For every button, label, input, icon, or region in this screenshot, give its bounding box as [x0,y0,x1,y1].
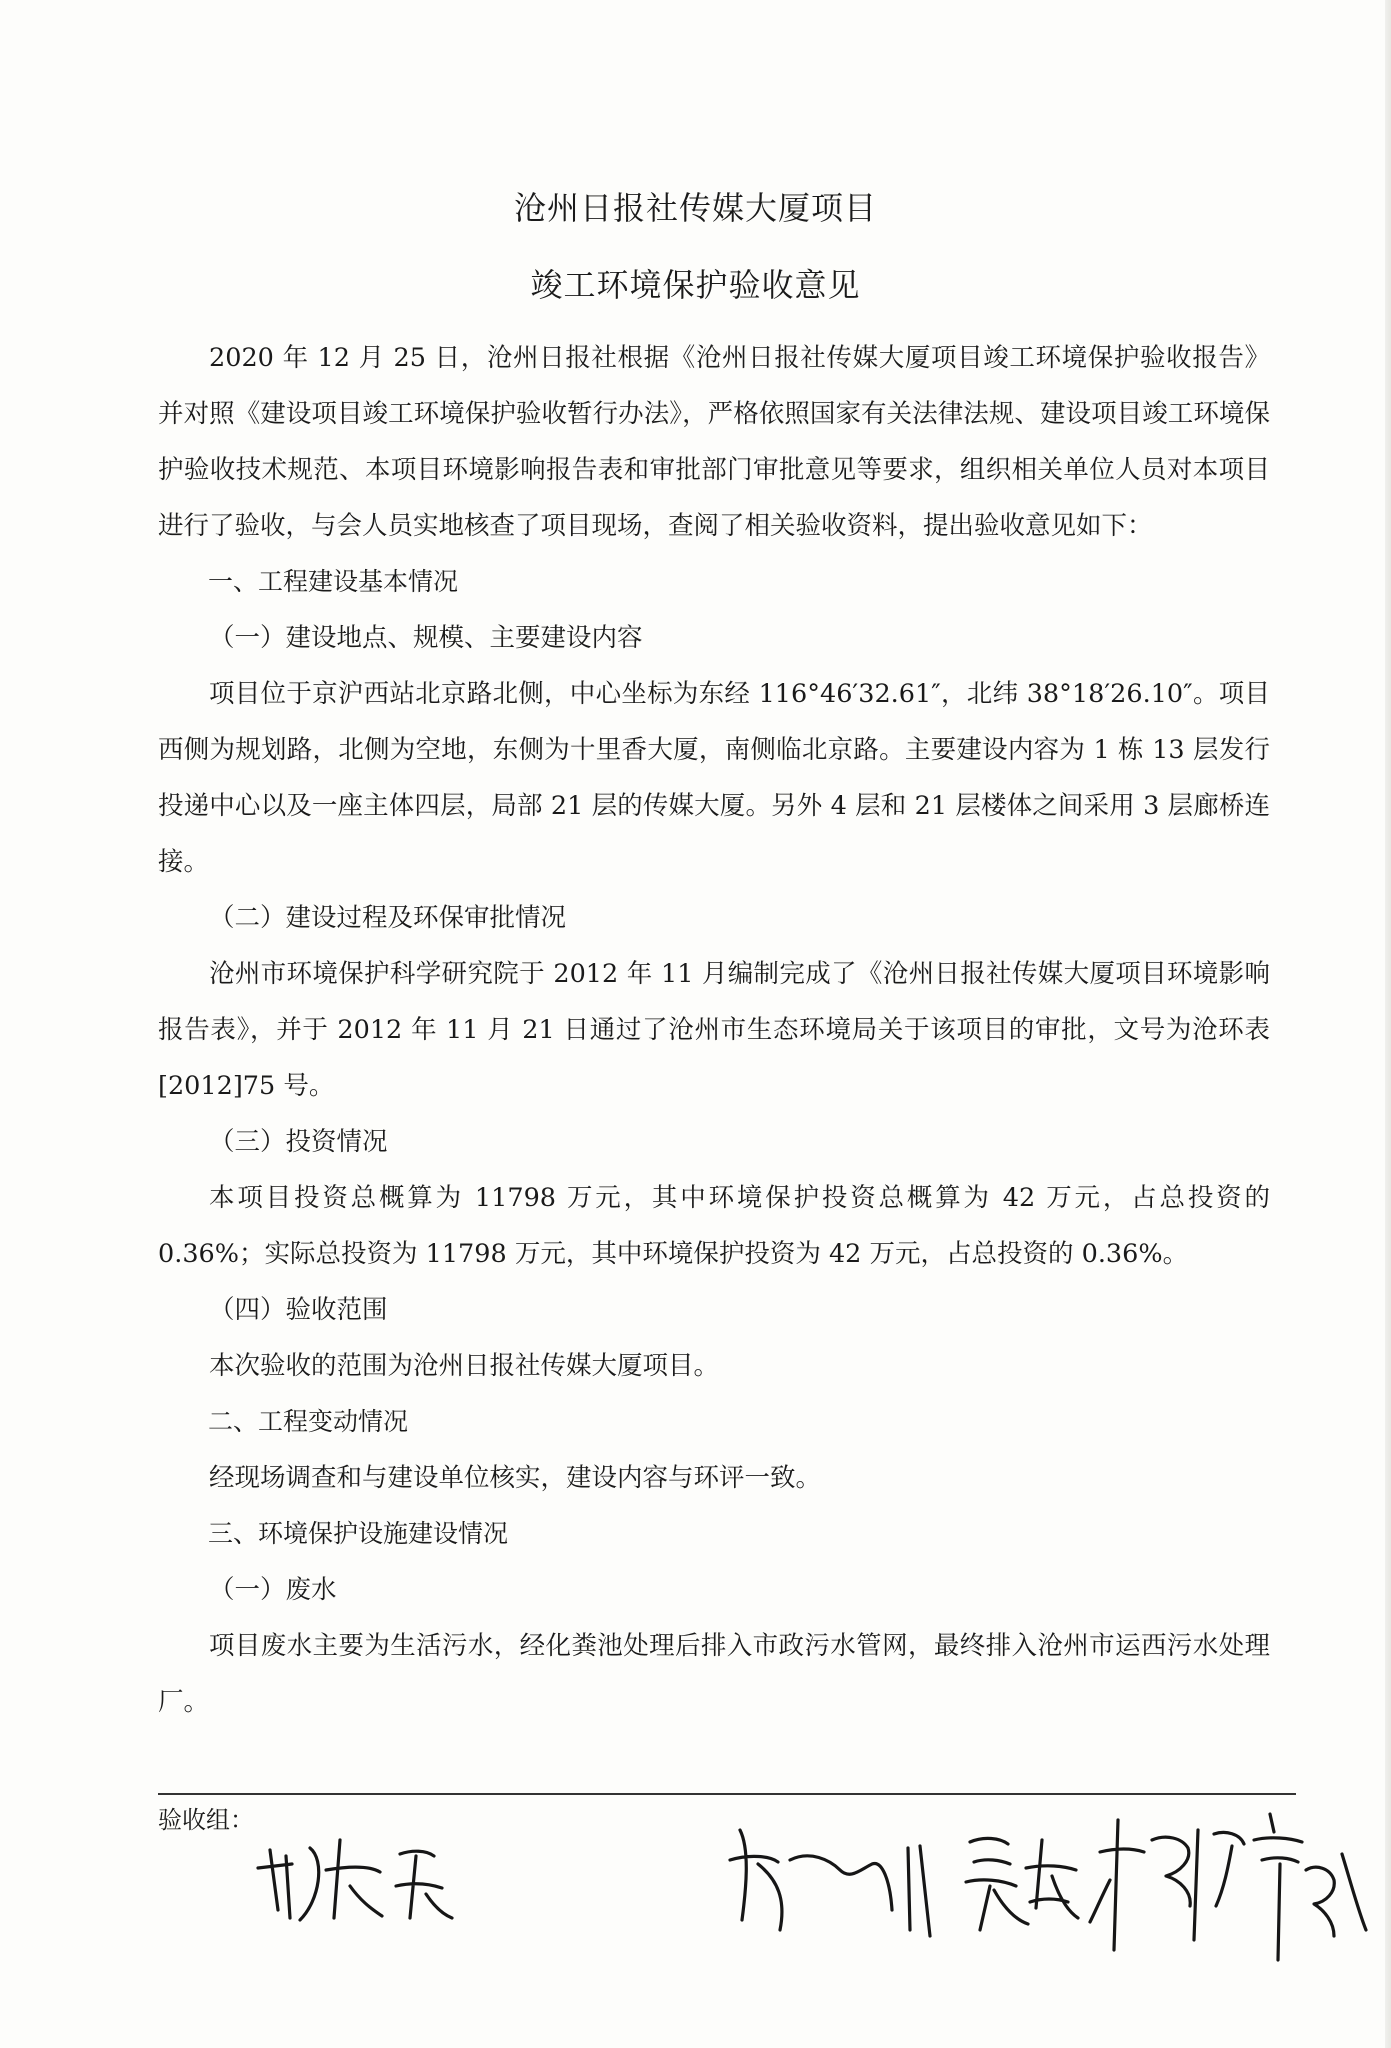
section1-sub1-heading: （一）建设地点、规模、主要建设内容 [209,623,643,653]
document-title-line2: 竣工环境保护验收意见 [530,266,861,304]
section1-sub3-heading: （三）投资情况 [209,1127,388,1157]
signature-3 [966,1838,1078,1930]
handwritten-signatures [230,1790,1370,1970]
section1-sub3-paragraph: 本项目投资总概算为 11798 万元，其中环境保护投资总概算为 42 万元，占总投资的 0.36%；实际总投资为 11798 万元，其中环境保护投资为 42 万元，占总投资的 0.36%。 [158,1183,1270,1269]
signature-label: 验收组： [158,1806,254,1834]
document-body [158,330,1270,1730]
signature-strokes [230,1790,1370,1970]
signature-2 [730,1830,930,1936]
section1-heading: 一、工程建设基本情况 [208,567,459,596]
signature-4 [1090,1820,1244,1950]
intro-paragraph: 2020 年 12 月 25 日，沧州日报社根据《沧州日报社传媒大厦项目竣工环境保护验收报告》并对照《建设项目竣工环境保护验收暂行办法》，严格依照国家有关法律法规、建设项目竣工环境保护验收技术规范、本项目环境影响报告表和审批部门审批意见等要求，组织相关单位人员对本项目进行了验收，与会人员实地核查了项目现场，查阅了相关验收资料，提出验收意见如下： [158,343,1270,541]
section2-heading: 二、工程变动情况 [208,1407,409,1436]
section2-paragraph: 经现场调查和与建设单位核实，建设内容与环评一致。 [209,1463,822,1493]
section1-sub2-paragraph: 沧州市环境保护科学研究院于 2012 年 11 月编制完成了《沧州日报社传媒大厦项目环境影响报告表》，并于 2012 年 11 月 21 日通过了沧州市生态环境局关于该项目的审批，文号为沧环表[2012]75 号。 [158,959,1270,1101]
document-title-line1: 沧州日报社传媒大厦项目 [513,189,877,227]
signature-1 [258,1840,452,1920]
section1-sub1-paragraph: 项目位于京沪西站北京路北侧，中心坐标为东经 116°46′32.61″，北纬 38°18′26.10″。项目西侧为规划路，北侧为空地，东侧为十里香大厦，南侧临北京路。主要建设内容为 1 栋 13 层发行投递中心以及一座主体四层，局部 21 层的传媒大厦。另外 4 层和 21 层楼体之间采用 3 层廊桥连接。 [158,679,1270,877]
section3-sub1-heading: （一）废水 [209,1575,337,1605]
section3-heading: 三、环境保护设施建设情况 [208,1519,509,1548]
section1-sub4-heading: （四）验收范围 [209,1295,388,1325]
section1-sub2-heading: （二）建设过程及环保审批情况 [209,903,567,933]
signature-5 [1254,1814,1366,1960]
section1-sub4-paragraph: 本次验收的范围为沧州日报社传媒大厦项目。 [209,1351,720,1381]
page-edge [1385,0,1391,2048]
section3-sub1-paragraph: 项目废水主要为生活污水，经化粪池处理后排入市政污水管网，最终排入沧州市运西污水处理厂。 [158,1631,1270,1717]
